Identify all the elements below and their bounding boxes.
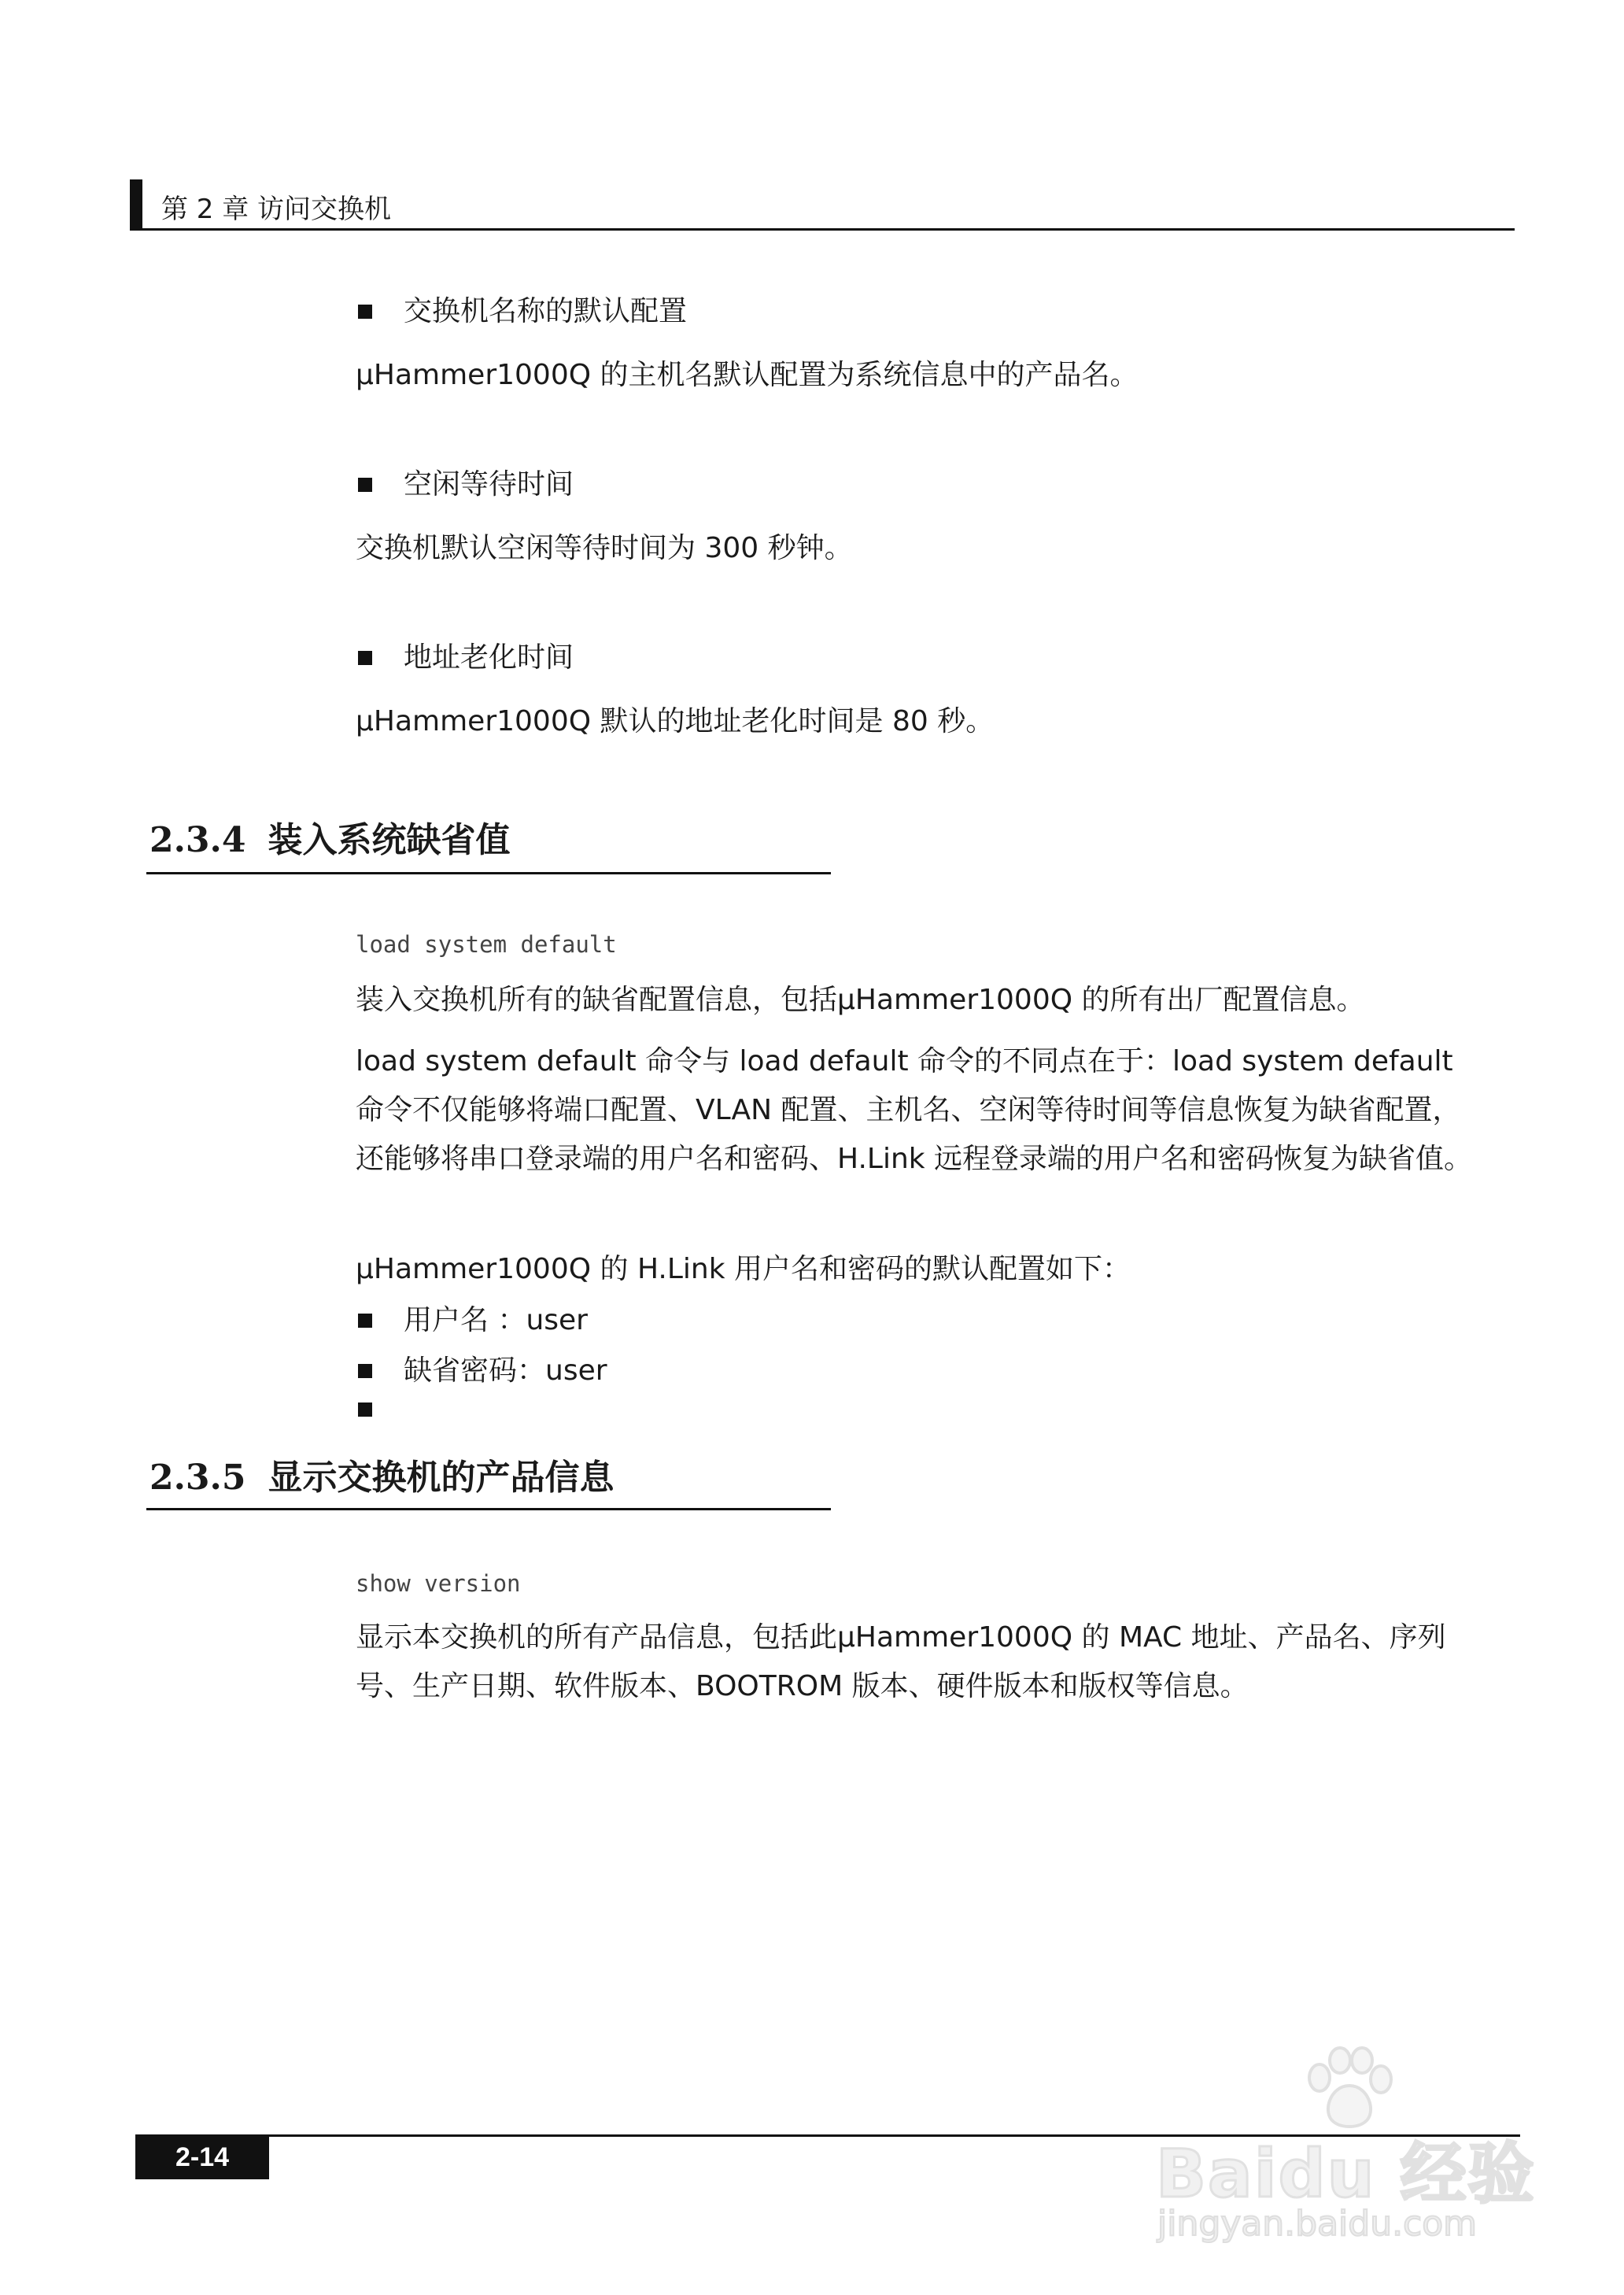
command-syntax: show version [356, 1570, 521, 1597]
s234-detail-text: load system default 命令与 load default 命令的不同点在于：load system default 命令不仅能够将端口配置、VLAN 配置、主机名、空闲等待时间等信息恢复为缺省配置，还能够将串口登录端的用户名和密码、H.Link 远程登录端的用户名和密码恢复为缺省值。 [356, 1045, 1473, 1175]
section-underline [146, 872, 831, 874]
square-bullet-icon [358, 305, 372, 319]
page-number: 2-14 [135, 2136, 269, 2179]
s235-description-text: 显示本交换机的所有产品信息，包括此μHammer1000Q 的 MAC 地址、产品名、序列号、生产日期、软件版本、BOOTROM 版本、硬件版本和版权等信息。 [356, 1621, 1446, 1702]
baidu-watermark [1153, 2046, 1554, 2251]
bullet-hostname-default [358, 293, 687, 331]
bullet-idle-timeout [358, 466, 574, 504]
bullet-label: 交换机名称的默认配置 [404, 295, 688, 327]
s234-description: 装入交换机所有的缺省配置信息，包括μHammer1000Q 的所有出厂配置信息。 [356, 984, 1365, 1016]
list-item-text: 用户名 ：user [404, 1304, 588, 1336]
section-heading-2-3-4 [149, 819, 510, 863]
paw-icon [1302, 2046, 1397, 2133]
header-divider [130, 228, 1515, 231]
chapter-title: 第 2 章 访问交换机 [161, 194, 392, 225]
list-item-username [358, 1302, 588, 1340]
square-bullet-icon [358, 1364, 372, 1378]
address-aging-text: μHammer1000Q 默认的地址老化时间是 80 秒。 [356, 705, 995, 737]
chapter-marker-bar [130, 179, 142, 230]
watermark-url: jingyan.baidu.com [1157, 2204, 1478, 2244]
s235-description [356, 1613, 1473, 1711]
list-item-empty [358, 1402, 404, 1417]
s234-detail [356, 1037, 1473, 1184]
list-item-password [358, 1352, 607, 1390]
section-underline [146, 1508, 831, 1510]
square-bullet-icon [358, 478, 372, 492]
section-title: 显示交换机的产品信息 [268, 1458, 615, 1498]
watermark-brand: Baidu 经验 [1156, 2135, 1536, 2212]
section-heading-2-3-5 [149, 1456, 614, 1500]
section-number: 2.3.5 [149, 1458, 246, 1498]
section-number: 2.3.4 [149, 820, 246, 860]
square-bullet-icon [358, 651, 372, 665]
bullet-label: 地址老化时间 [404, 641, 574, 674]
command-syntax: load system default [356, 931, 617, 958]
list-item-text: 缺省密码：user [404, 1354, 607, 1387]
idle-timeout-text: 交换机默认空闲等待时间为 300 秒钟。 [356, 532, 853, 564]
section-title: 装入系统缺省值 [268, 820, 511, 860]
bullet-address-aging [358, 639, 574, 677]
square-bullet-icon [358, 1402, 372, 1417]
hlink-defaults-intro: μHammer1000Q 的 H.Link 用户名和密码的默认配置如下： [356, 1253, 1131, 1285]
square-bullet-icon [358, 1314, 372, 1328]
bullet-label: 空闲等待时间 [404, 468, 574, 501]
hostname-default-text: μHammer1000Q 的主机名默认配置为系统信息中的产品名。 [356, 359, 1139, 391]
